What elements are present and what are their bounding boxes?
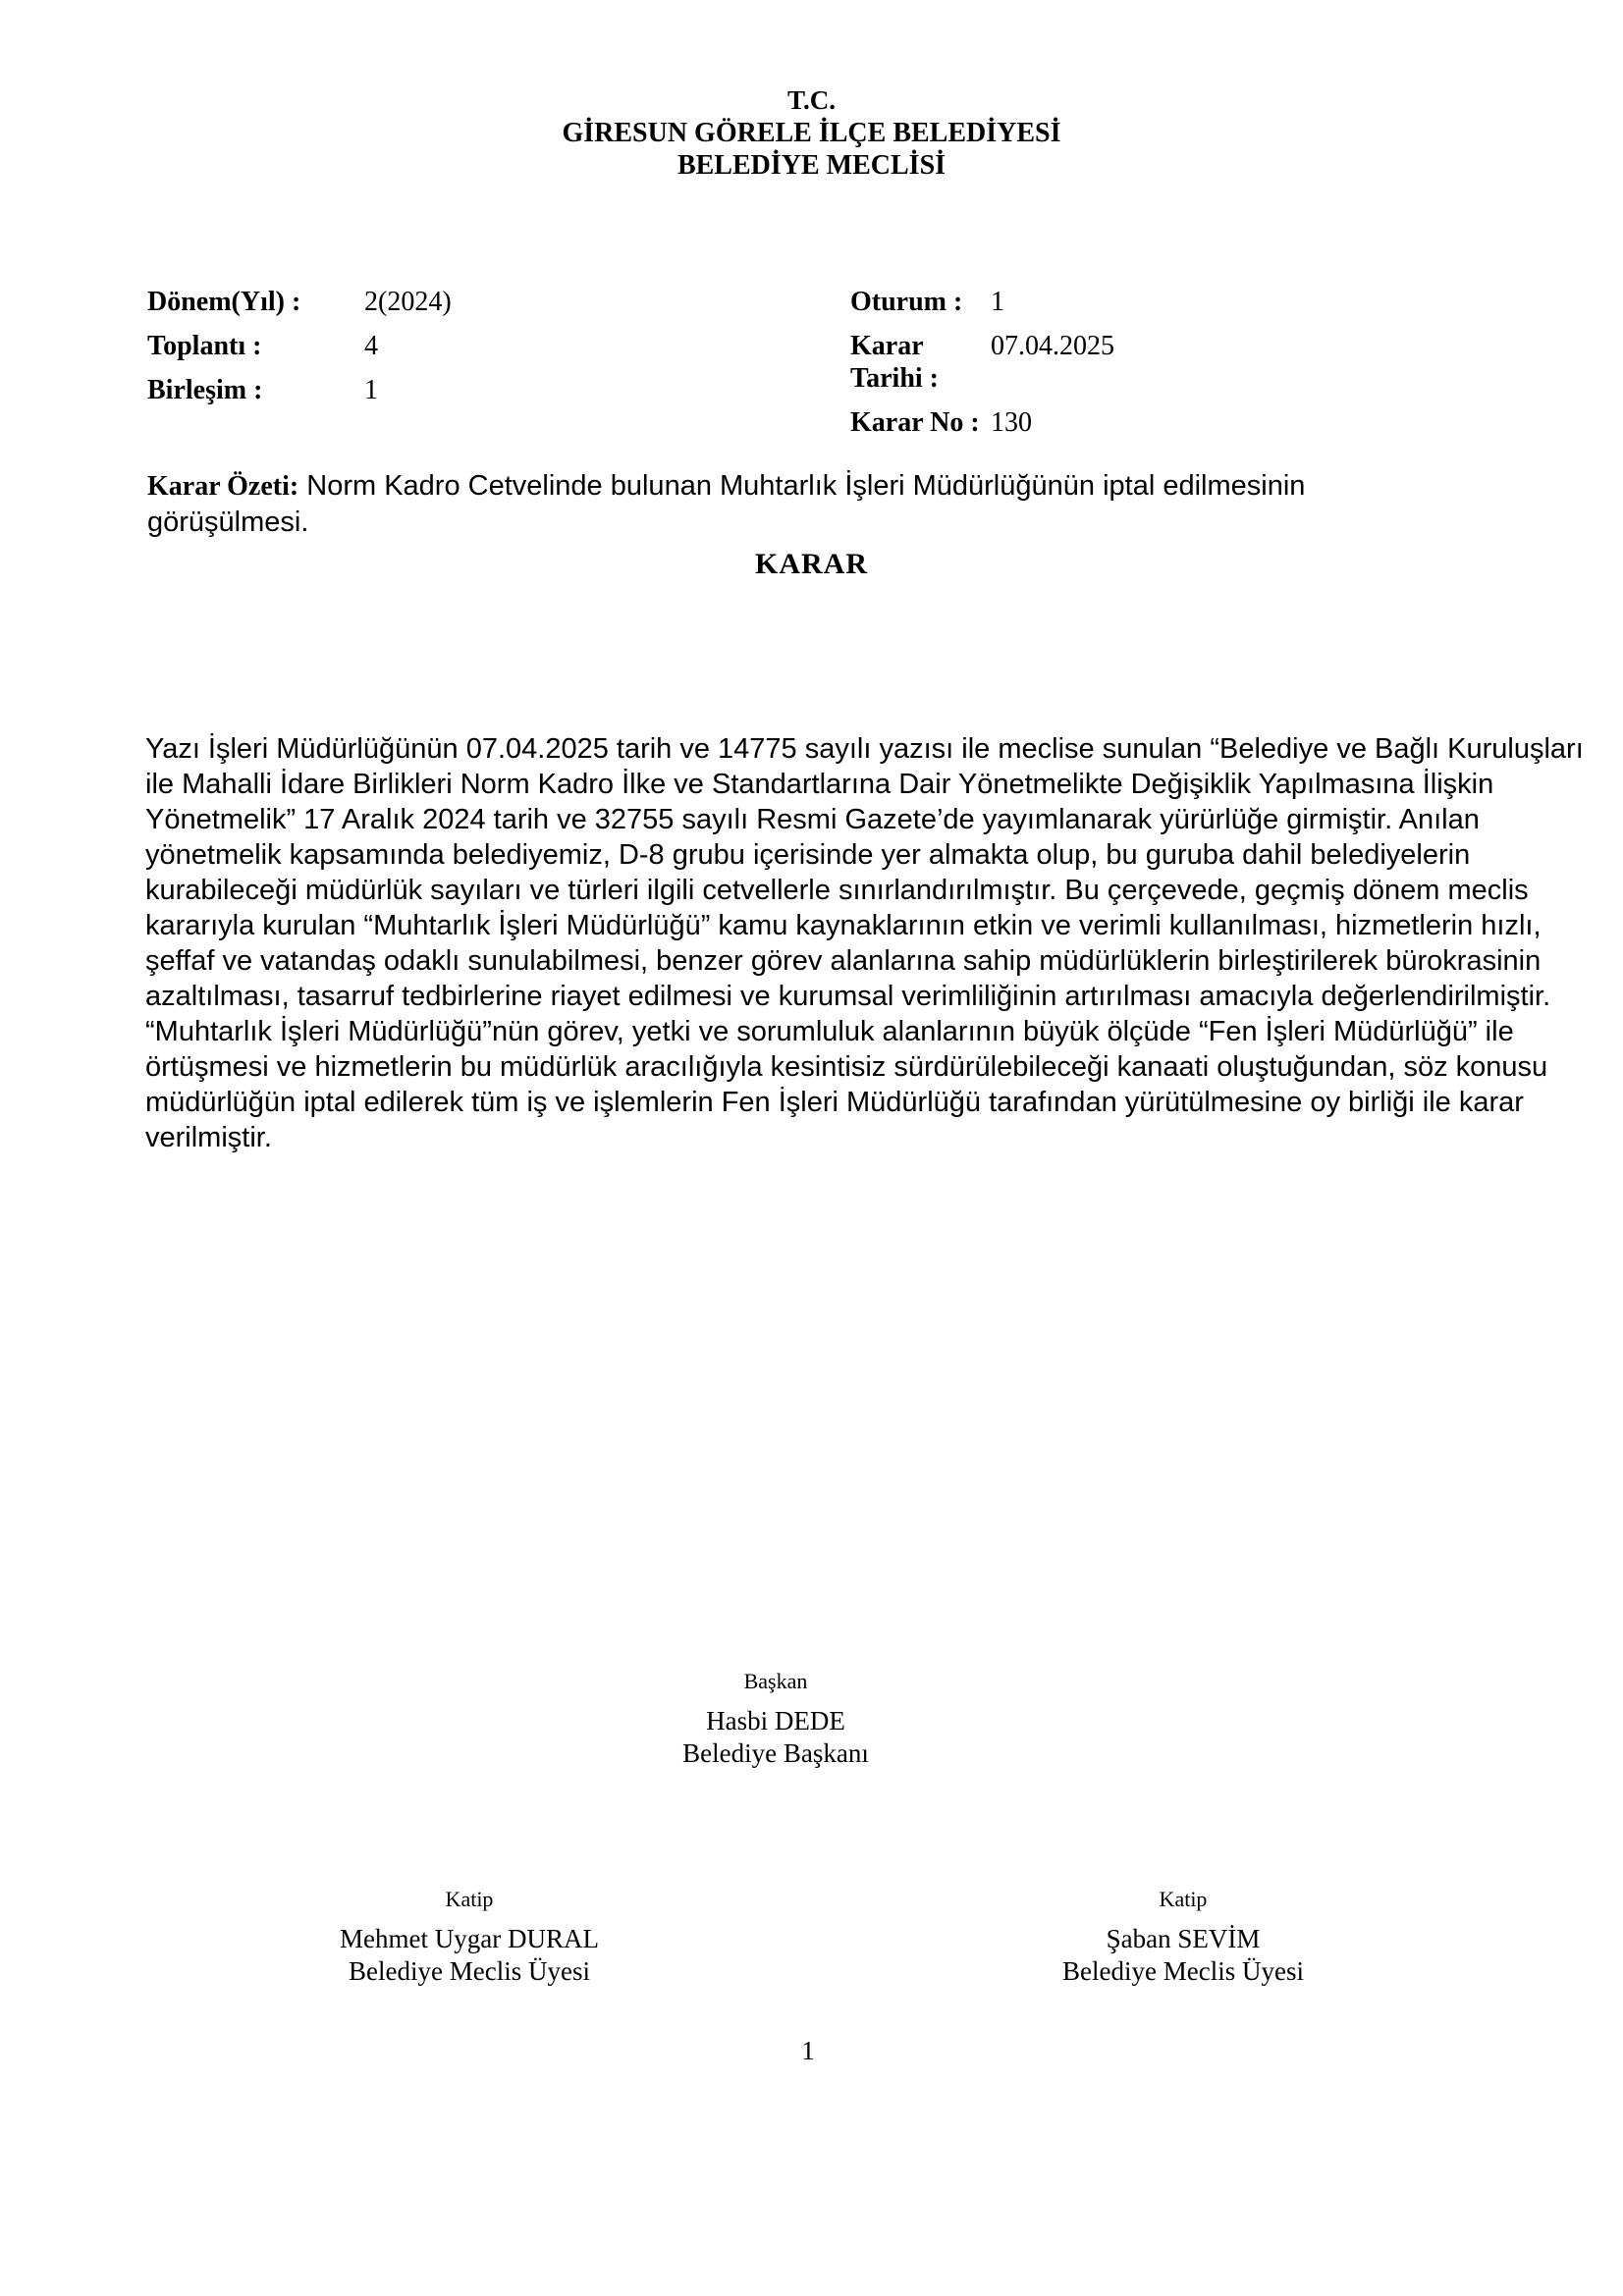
summary-label: Karar Özeti: [147, 471, 299, 502]
meta-value-birlesim: 1 [364, 375, 378, 405]
meta-label-oturum: Oturum : [850, 287, 963, 317]
meta-row-toplanti [147, 330, 452, 362]
meta-value-karar-no: 130 [991, 407, 1032, 438]
decision-summary [147, 468, 1424, 541]
meta-value-donem: 2(2024) [364, 287, 452, 317]
meta-value-oturum: 1 [991, 287, 1004, 317]
meta-label-toplanti: Toplantı : [147, 331, 262, 361]
letterhead [0, 84, 1623, 182]
clerk-signature-left [340, 1887, 599, 1988]
letterhead-line-municipality: GİRESUN GÖRELE İLÇE BELEDİYESİ [562, 118, 1061, 148]
meta-label-karar-tarihi: Karar Tarihi : [850, 331, 939, 394]
decision-heading: KARAR [755, 548, 868, 580]
meta-right-column [850, 286, 1114, 451]
letterhead-line-council: BELEDİYE MECLİSİ [676, 150, 947, 181]
meta-row-donem [147, 286, 452, 318]
clerk-right-name: Şaban SEVİM [1106, 1924, 1261, 1953]
meta-row-karar-tarihi [850, 330, 1114, 395]
meta-row-oturum [850, 286, 1114, 318]
meta-left-column [147, 286, 452, 418]
meta-label-karar-no: Karar No : [850, 407, 980, 438]
clerk-signature-right [1062, 1887, 1304, 1988]
president-title: Belediye Başkanı [682, 1738, 869, 1768]
meta-value-karar-tarihi: 07.04.2025 [991, 331, 1114, 361]
clerk-right-title: Belediye Meclis Üyesi [1062, 1956, 1304, 1986]
clerk-left-name: Mehmet Uygar DURAL [340, 1924, 599, 1953]
president-signature [682, 1669, 869, 1770]
page-number: 1 [801, 2036, 815, 2065]
clerk-right-role: Katip [1159, 1887, 1208, 1911]
meta-value-toplanti: 4 [364, 331, 378, 361]
meta-row-karar-no [850, 406, 1114, 439]
clerk-left-title: Belediye Meclis Üyesi [349, 1956, 590, 1986]
letterhead-line-tc: T.C. [786, 85, 836, 115]
meta-row-birlesim [147, 374, 452, 406]
meta-label-birlesim: Birleşim : [147, 375, 263, 405]
summary-text: Norm Kadro Cetvelinde bulunan Muhtarlık İşleri Müdürlüğünün iptal edilmesinin görüşülmesi. [147, 470, 1306, 538]
president-name: Hasbi DEDE [706, 1706, 845, 1735]
decision-body: Yazı İşleri Müdürlüğünün 07.04.2025 tarih ve 14775 sayılı yazısı ile meclise sunulan “Belediye ve Bağlı Kuruluşları ile Mahalli İdare Birlikleri Norm Kadro İlke ve Standartlarına Dair Yönetmelikte Değişiklik Yapılmasına İlişkin Yönetmelik” 17 Aralık 2024 tarih ve 32755 sayılı Resmi Gazete’de yayımlanarak yürürlüğe girmiştir. Anılan yönetmelik kapsamında belediyemiz, D-8 grubu içerisinde yer almakta olup, bu guruba dahil belediyelerin kurabileceği müdürlük sayıları ve türleri ilgili cetvellerle sınırlandırılmıştır. Bu çerçevede, geçmiş dönem meclis kararıyla kurulan “Muhtarlık İşleri Müdürlüğü” kamu kaynaklarının etkin ve verimli kullanılması, hizmetlerin hızlı, şeffaf ve vatandaş odaklı sunulabilmesi, benzer görev alanlarına sahip müdürlüklerin birleştirilerek bürokrasinin azaltılması, tasarruf tedbirlerine riayet edilmesi ve kurumsal verimliliğinin artırılması amacıyla değerlendirilmiştir. “Muhtarlık İşleri Müdürlüğü”nün görev, yetki ve sorumluluk alanlarının büyük ölçüde “Fen İşleri Müdürlüğü” ile örtüşmesi ve hizmetlerin bu müdürlük aracılığıyla kesintisiz sürdürülebileceği kanaati oluştuğundan, söz konusu müdürlüğün iptal edilerek tüm iş ve işlemlerin Fen İşleri Müdürlüğü tarafından yürütülmesine oy birliği ile karar verilmiştir. [145, 733, 1584, 1153]
clerk-left-role: Katip [445, 1887, 494, 1911]
meta-label-donem: Dönem(Yıl) : [147, 287, 301, 317]
president-role: Başkan [743, 1669, 808, 1693]
